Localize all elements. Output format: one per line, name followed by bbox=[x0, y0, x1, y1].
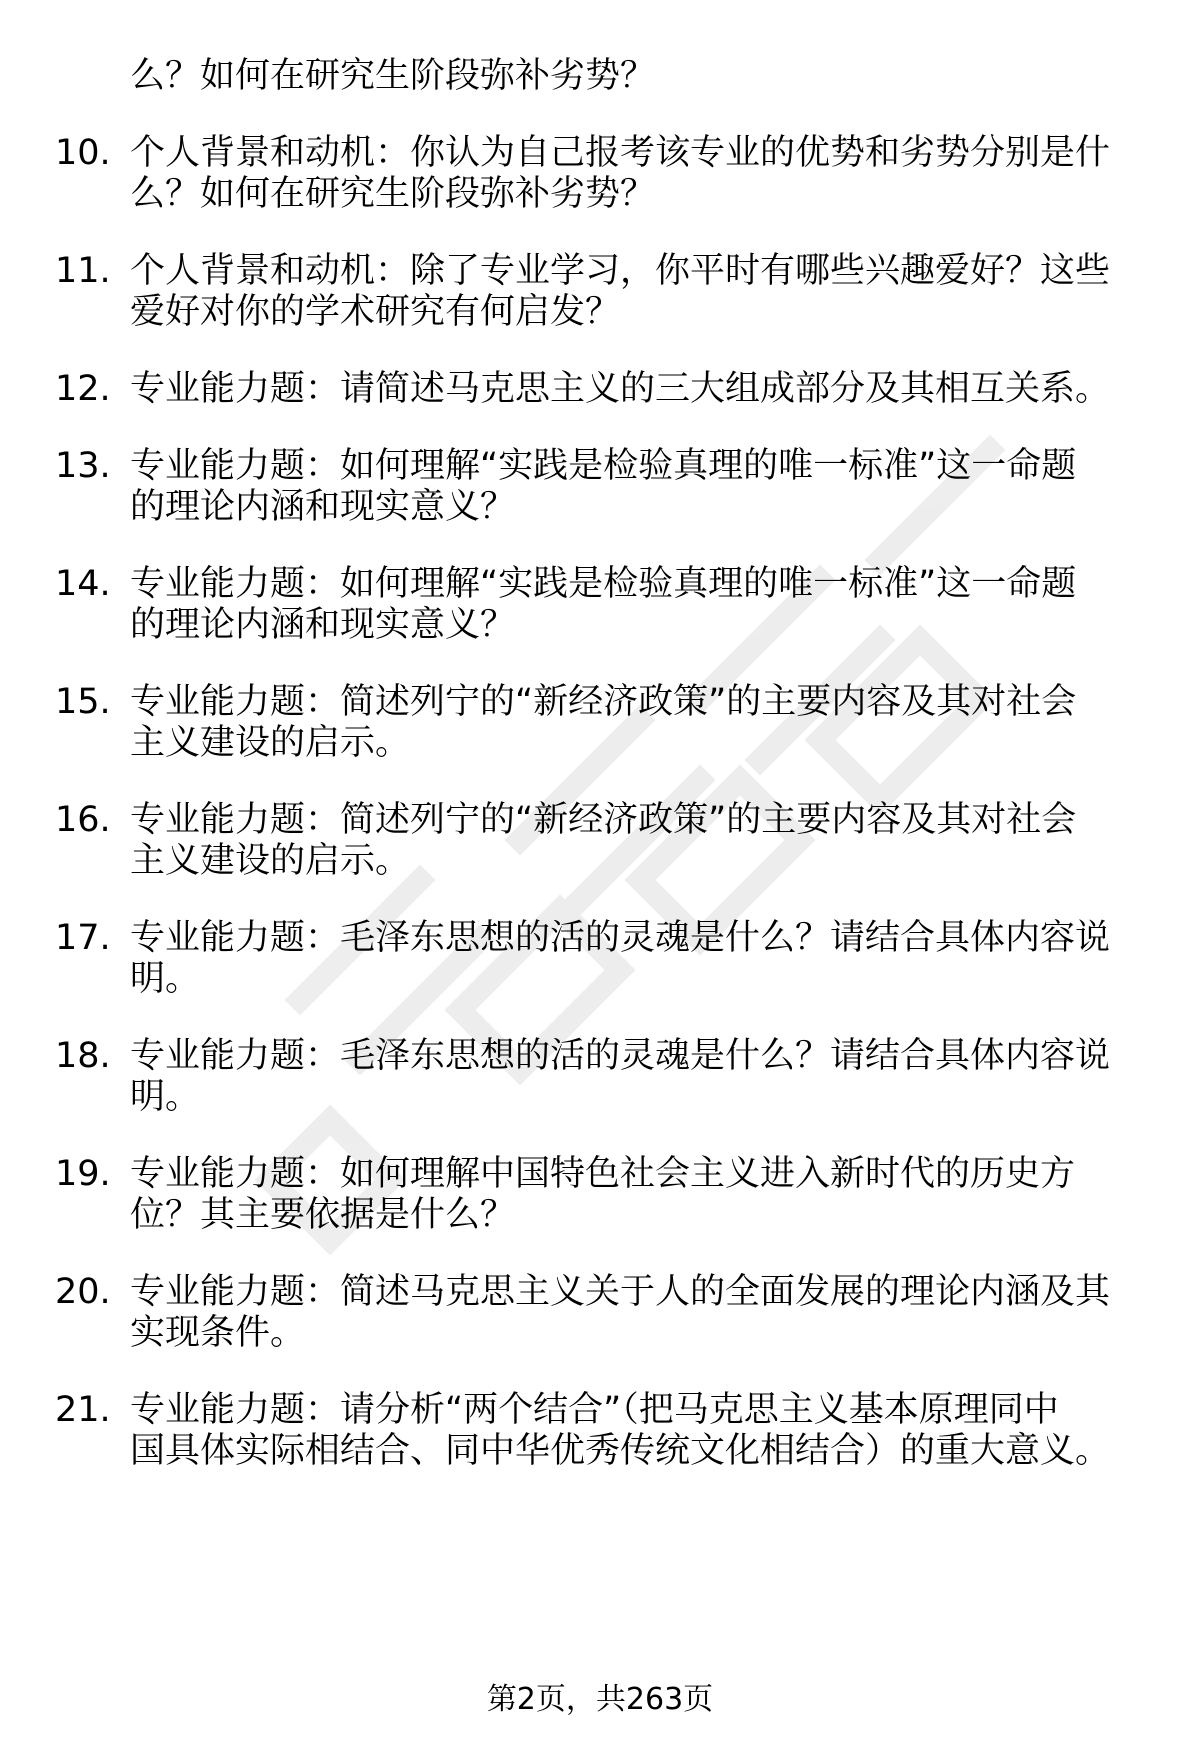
question-text-line: 专业能力题：如何理解“实践是检验真理的唯一标准”这一命题 bbox=[130, 446, 1077, 486]
question-number: 11. bbox=[55, 251, 111, 291]
question-text-line: 明。 bbox=[130, 1077, 201, 1117]
question-number: 10. bbox=[55, 133, 111, 173]
question-number: 17. bbox=[55, 918, 111, 958]
question-text-line: 专业能力题：简述列宁的“新经济政策”的主要内容及其对社会 bbox=[130, 682, 1077, 722]
question-number: 15. bbox=[55, 682, 111, 722]
question-continuation-line: 么？如何在研究生阶段弥补劣势？ bbox=[130, 56, 656, 96]
question-number: 13. bbox=[55, 446, 111, 486]
question-text-line: 专业能力题：毛泽东思想的活的灵魂是什么？请结合具体内容说 bbox=[130, 918, 1111, 958]
question-number: 18. bbox=[55, 1036, 111, 1076]
question-text-line: 实现条件。 bbox=[130, 1313, 306, 1353]
question-text-line: 专业能力题：如何理解“实践是检验真理的唯一标准”这一命题 bbox=[130, 564, 1077, 604]
question-text-line: 的理论内涵和现实意义？ bbox=[130, 605, 516, 645]
question-text-line: 爱好对你的学术研究有何启发？ bbox=[130, 292, 621, 332]
question-text-line: 么？如何在研究生阶段弥补劣势？ bbox=[130, 174, 656, 214]
question-text-line: 明。 bbox=[130, 959, 201, 999]
question-text-line: 专业能力题：请分析“两个结合”（把马克思主义基本原理同中 bbox=[130, 1390, 1059, 1430]
question-number: 19. bbox=[55, 1154, 111, 1194]
question-text-line: 的理论内涵和现实意义？ bbox=[130, 487, 516, 527]
question-number: 14. bbox=[55, 564, 111, 604]
question-number: 12. bbox=[55, 369, 111, 409]
question-text-line: 专业能力题：简述马克思主义关于人的全面发展的理论内涵及其 bbox=[130, 1272, 1111, 1312]
question-number: 16. bbox=[55, 800, 111, 840]
question-text-line: 专业能力题：毛泽东思想的活的灵魂是什么？请结合具体内容说 bbox=[130, 1036, 1111, 1076]
question-number: 20. bbox=[55, 1272, 111, 1312]
question-text-line: 专业能力题：简述列宁的“新经济政策”的主要内容及其对社会 bbox=[130, 800, 1077, 840]
question-text-line: 专业能力题：请简述马克思主义的三大组成部分及其相互关系。 bbox=[130, 369, 1111, 409]
question-text-line: 主义建设的启示。 bbox=[130, 841, 411, 881]
question-text-line: 位？其主要依据是什么？ bbox=[130, 1195, 516, 1235]
page-indicator: 第2页，共263页 bbox=[486, 1682, 714, 1717]
question-text-line: 主义建设的启示。 bbox=[130, 723, 411, 763]
question-text-line: 专业能力题：如何理解中国特色社会主义进入新时代的历史方 bbox=[130, 1154, 1076, 1194]
question-text-line: 个人背景和动机：除了专业学习，你平时有哪些兴趣爱好？这些 bbox=[130, 251, 1111, 291]
question-text-line: 个人背景和动机：你认为自己报考该专业的优势和劣势分别是什 bbox=[130, 133, 1111, 173]
question-text-line: 国具体实际相结合、同中华优秀传统文化相结合）的重大意义。 bbox=[130, 1431, 1111, 1471]
question-number: 21. bbox=[55, 1390, 111, 1430]
